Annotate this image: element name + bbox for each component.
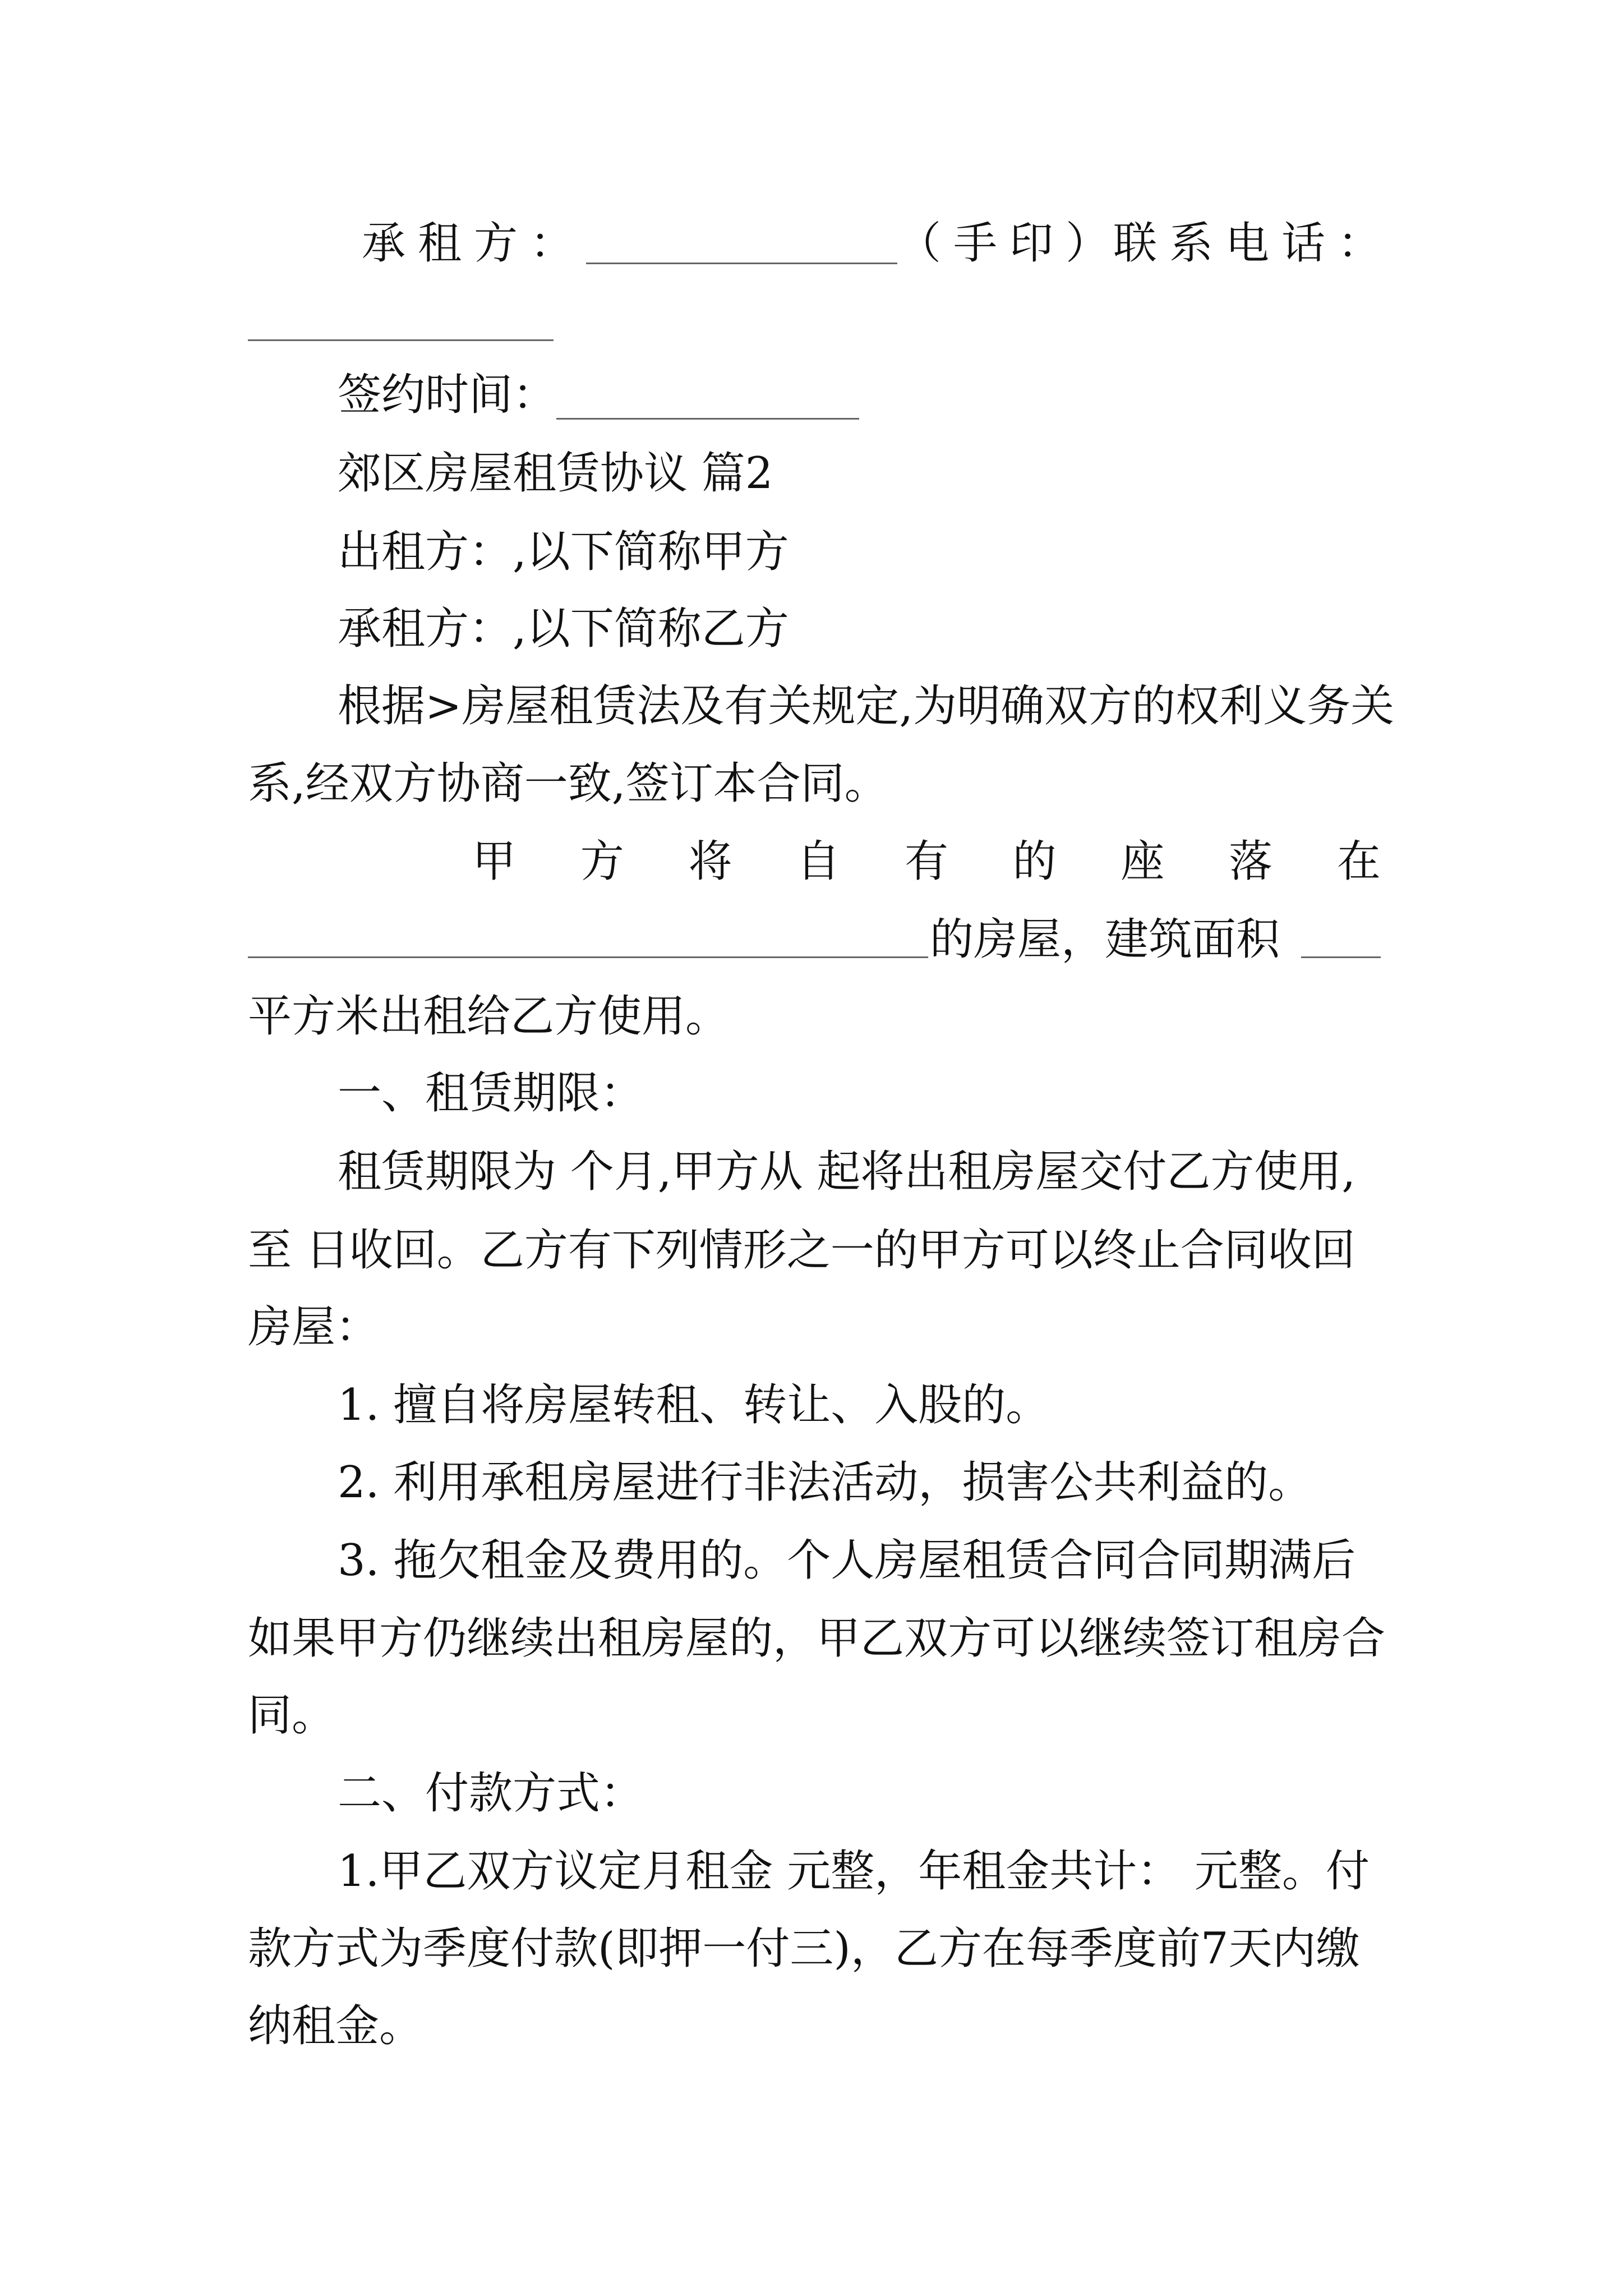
char: 有 [904,836,948,887]
address-underline [248,956,928,958]
lease-term-line: 至 日收回。乙方有下列情形之一的甲方可以终止合同收回 [248,1225,1355,1276]
char: 印 [1009,218,1054,269]
area-line: 的房屋，建筑面积 [930,914,1280,965]
basis-paragraph-line: 根据>房屋租赁法及有关规定,为明确双方的权利义务关 [338,681,1395,731]
char: 手 [953,218,998,269]
char: （ [897,218,942,269]
lessor-line: 出租方：,以下简称甲方 [338,527,789,577]
char: ： [530,218,574,269]
char: 电 [1225,218,1270,269]
char: 的 [1012,836,1057,887]
document-title: 郊区房屋租赁协议 篇2 [338,448,773,499]
list-item: 1. 擅自将房屋转租、转让、入股的。 [338,1380,1050,1430]
char: ： [1338,218,1382,269]
char: 方 [580,836,624,887]
list-item: 2. 利用承租房屋进行非法活动，损害公共利益的。 [338,1457,1312,1508]
char: 将 [688,836,732,887]
payment-line: 款方式为季度付款(即押一付三)，乙方在每季度前7天内缴 [248,1924,1360,1974]
char: 方 [474,218,518,269]
phone-underline [248,339,554,341]
list-item-cont: 同。 [248,1690,336,1741]
char: 自 [796,836,841,887]
char: 甲 [472,836,517,887]
sign-time-line [338,370,557,420]
char: 承 [362,218,406,269]
section-title: 二、付款方式： [338,1768,644,1819]
basis-paragraph-line: 系,经双方协商一致,签订本合同。 [248,758,888,809]
area-underline [1301,956,1381,958]
sign-time-label: 签约时间： [338,370,557,420]
payment-line: 1.甲乙双方议定月租金 元整，年租金共计： 元整。付 [338,1846,1370,1897]
sign-time-underline [556,418,859,420]
char: 座 [1121,836,1165,887]
list-item-cont: 如果甲方仍继续出租房屋的，甲乙双方可以继续签订租房合 [248,1613,1386,1664]
list-item: 3. 拖欠租金及费用的。个人房屋租赁合同合同期满后 [338,1535,1356,1586]
lease-term-line: 房屋： [248,1302,380,1352]
char: 系 [1169,218,1214,269]
char: 在 [1336,836,1381,887]
area-line-end: 平方米出租给乙方使用。 [248,991,730,1042]
char: ） [1066,218,1110,269]
location-line [472,836,1381,887]
section-title: 一、租赁期限： [338,1068,644,1119]
char: 话 [1281,218,1326,269]
payment-line: 纳租金。 [248,2001,423,2051]
lease-term-line: 租赁期限为 个月,甲方从 起将出租房屋交付乙方使用, [338,1147,1356,1197]
blank-underline [586,263,897,264]
char: 落 [1229,836,1273,887]
char: 租 [418,218,462,269]
char: 联 [1113,218,1158,269]
lessee-line: 承租方：,以下简称乙方 [338,604,789,654]
